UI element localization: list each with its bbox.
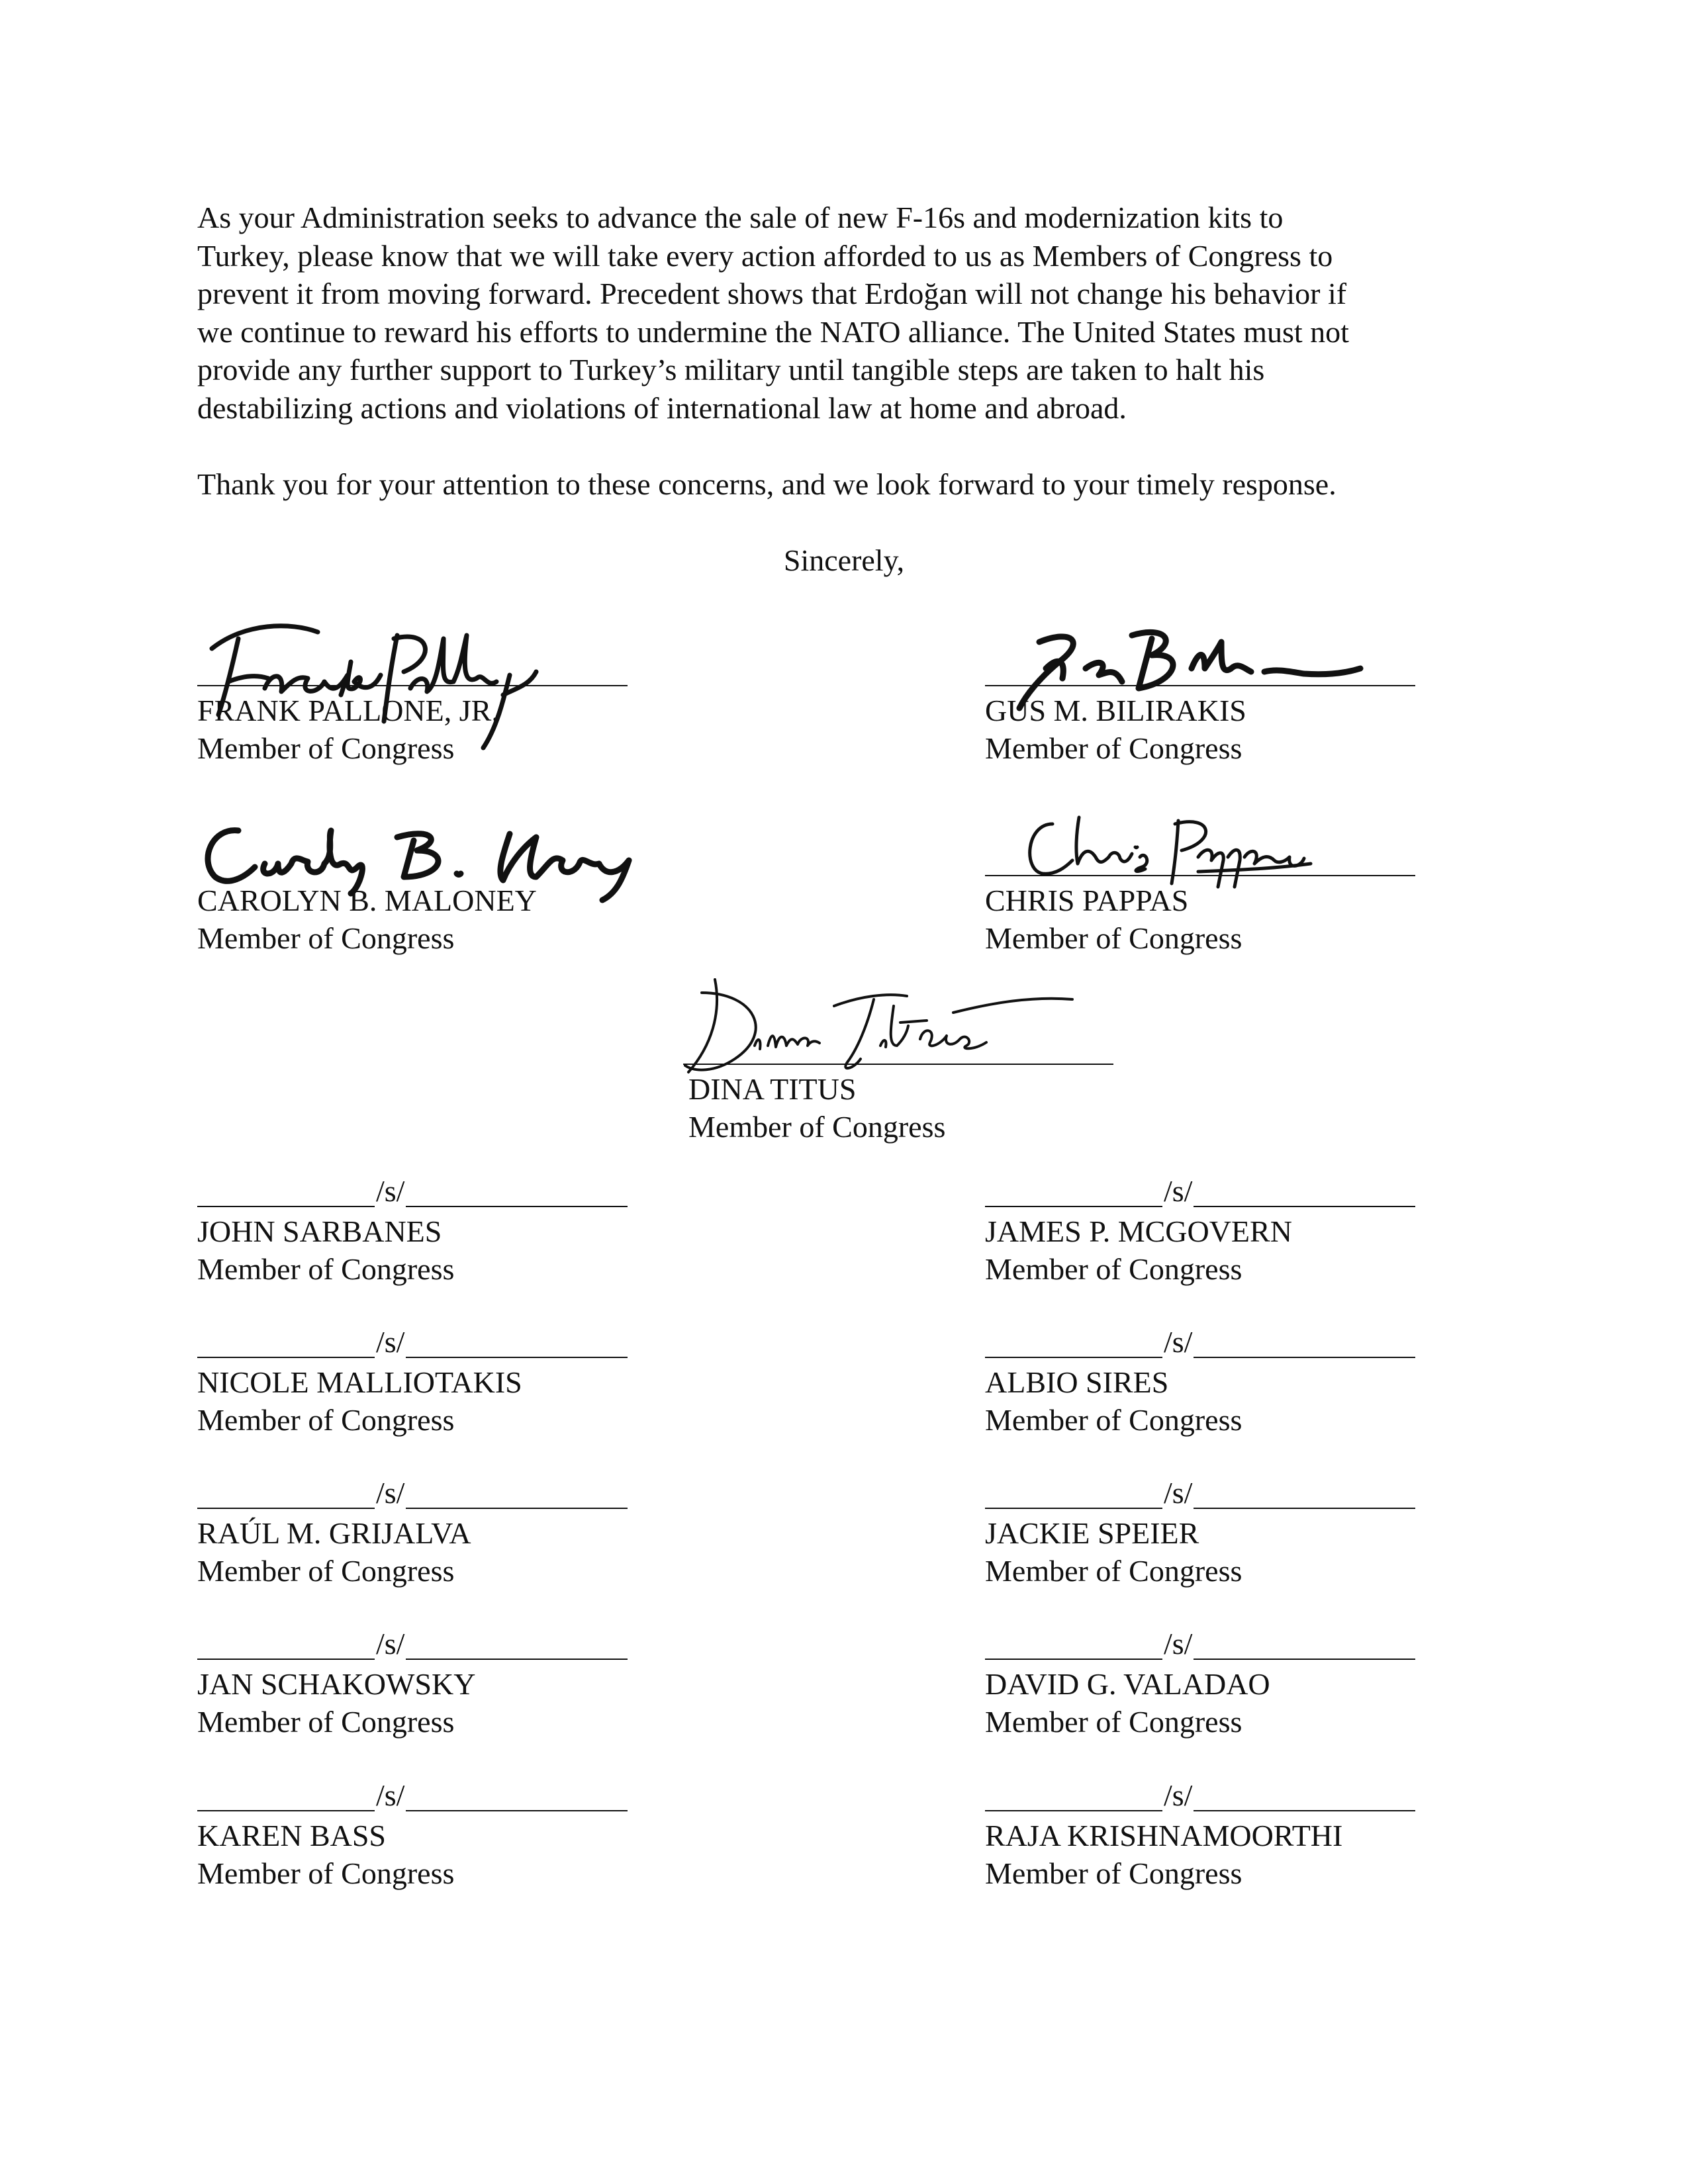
signer-name: ALBIO SIRES [985,1365,1169,1399]
handwritten-signature-maloney [192,814,649,907]
slash-signature-mark: /s/ [1162,1323,1194,1361]
signature-line [197,1326,661,1363]
slash-signature-block-speier [985,1477,1448,1590]
slash-signature-mark: /s/ [1162,1625,1194,1662]
body-paragraph-2: Thank you for your attention to these concerns, and we look forward to your timely response. [197,467,1336,501]
slash-signature-mark: /s/ [1162,1172,1194,1210]
signer-name: JAN SCHAKOWSKY [197,1667,476,1701]
signer-role: Member of Congress [985,731,1243,765]
signature-line [197,1627,661,1665]
signer-role: Member of Congress [197,1856,455,1890]
text-line: Turkey, please know that we will take every action afforded to us as Members of Congress to [197,238,1333,273]
signer-name: JAMES P. MCGOVERN [985,1214,1292,1248]
slash-signature-block-malliotakis [197,1326,661,1439]
handwritten-signature-bilirakis [1000,622,1383,715]
signature-line [985,1175,1448,1212]
body-paragraph-1 [197,199,1495,427]
closing: Sincerely, [783,543,905,577]
signer-name: JACKIE SPEIER [985,1516,1199,1550]
signer-role: Member of Congress [197,921,455,955]
slash-signature-mark: /s/ [1162,1474,1194,1512]
signature-line [985,1326,1448,1363]
signer-role: Member of Congress [197,1554,455,1588]
signature-line [197,1477,661,1514]
signature-line [985,1477,1448,1514]
text-line: provide any further support to Turkey’s military until tangible steps are taken to halt his [197,353,1265,387]
signer-role: Member of Congress [197,1705,455,1739]
text-line: prevent it from moving forward. Precedent shows that Erdoğan will not change his behavior if [197,277,1347,310]
signer-name: DAVID G. VALADAO [985,1667,1270,1701]
slash-signature-mark: /s/ [375,1625,406,1662]
slash-signature-mark: /s/ [375,1474,406,1512]
signer-name: DINA TITUS [688,1072,857,1106]
signer-name: RAÚL M. GRIJALVA [197,1516,471,1550]
signer-name: GUS M. BILIRAKIS [985,694,1246,727]
signer-name: NICOLE MALLIOTAKIS [197,1365,522,1399]
slash-signature-block-valadao [985,1627,1448,1741]
signer-role: Member of Congress [197,731,455,765]
signer-name: CAROLYN B. MALONEY [197,884,537,917]
slash-signature-mark: /s/ [1162,1776,1194,1814]
handwritten-signature-titus [675,973,1086,1085]
signature-line [985,1779,1448,1817]
slash-signature-mark: /s/ [375,1323,406,1361]
signer-role: Member of Congress [985,1705,1243,1739]
slash-signature-block-sires [985,1326,1448,1439]
handwritten-signature-pappas [1013,811,1331,897]
signer-role: Member of Congress [985,1252,1243,1286]
signer-role: Member of Congress [197,1252,455,1286]
signature-line [197,1175,661,1212]
slash-signature-block-grijalva [197,1477,661,1590]
signature-line [985,1627,1448,1665]
slash-signature-block-schakowsky [197,1627,661,1741]
text-line: we continue to reward his efforts to undermine the NATO alliance. The United States must not [197,314,1349,349]
slash-signature-block-sarbanes [197,1175,661,1288]
signer-role: Member of Congress [688,1110,946,1144]
text-line: destabilizing actions and violations of international law at home and abroad. [197,390,1127,425]
handwritten-signature-pallone [192,609,563,754]
signer-name: JOHN SARBANES [197,1214,442,1248]
signer-name: CHRIS PAPPAS [985,884,1189,917]
signer-name: KAREN BASS [197,1819,387,1852]
slash-signature-block-krishnamoorthi [985,1779,1448,1892]
text-line: As your Administration seeks to advance the sale of new F-16s and modernization kits to [197,201,1284,234]
signer-role: Member of Congress [985,1554,1243,1588]
signer-role: Member of Congress [985,1856,1243,1890]
slash-signature-block-mcgovern [985,1175,1448,1288]
slash-signature-mark: /s/ [375,1172,406,1210]
signer-role: Member of Congress [197,1403,455,1437]
signature-line [197,1779,661,1817]
signer-name: FRANK PALLONE, JR. [197,694,499,727]
signer-role: Member of Congress [985,921,1243,955]
slash-signature-block-bass [197,1779,661,1892]
slash-signature-mark: /s/ [375,1776,406,1814]
signer-name: RAJA KRISHNAMOORTHI [985,1819,1343,1852]
signer-role: Member of Congress [985,1403,1243,1437]
